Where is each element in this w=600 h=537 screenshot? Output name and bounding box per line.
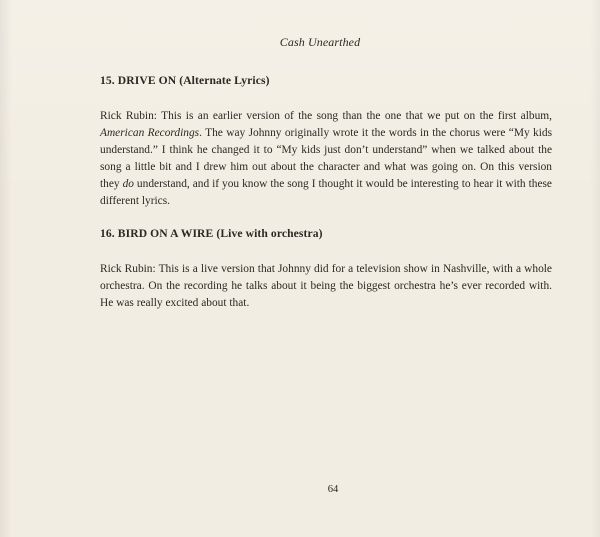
track-heading: 15. DRIVE ON (Alternate Lyrics) — [100, 74, 270, 87]
text-segment: Rick Rubin: This is an earlier version of the song than the one that we put on the first album, — [100, 110, 552, 122]
track-section — [100, 225, 552, 312]
text-segment: understand, and if you know the song I thought it would be interesting to hear it with these different lyrics. — [100, 178, 552, 207]
text-segment: Rick Rubin: This is a live version that Johnny did for a television show in Nashville, with a whole orchestra. On the recording he talks about it being the biggest orchestra he’s ever recorded with. He was really excited about that. — [100, 263, 552, 309]
text-segment: . The way Johnny originally wrote it the words in the chorus were “My kids understand.” I think he changed it to “My kids just don’t understand” when we talked about the song a little bit and I drew him out about the character and what was going on. On this version they — [100, 127, 553, 190]
track-section — [100, 72, 552, 210]
page-content — [100, 72, 552, 327]
page-number: 64 — [327, 484, 339, 495]
track-notes — [100, 108, 552, 210]
track-heading: 16. BIRD ON A WIRE (Live with orchestra) — [100, 227, 323, 240]
album-title: American Recordings — [100, 127, 200, 139]
track-notes — [100, 261, 552, 312]
running-head: Cash Unearthed — [279, 35, 361, 49]
emphasis-word: do — [122, 178, 134, 190]
